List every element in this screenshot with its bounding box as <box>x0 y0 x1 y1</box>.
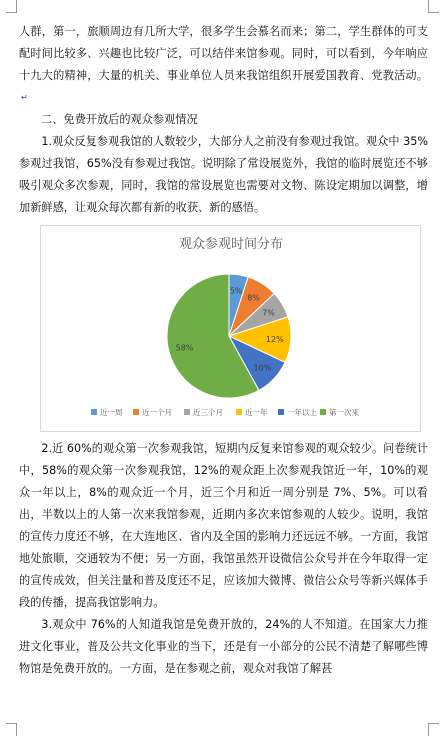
legend-label: 近一周 <box>100 408 123 417</box>
legend-swatch <box>91 409 97 415</box>
legend-label: 近一年 <box>245 408 268 417</box>
legend-swatch <box>320 409 326 415</box>
paragraph-1 <box>19 21 428 109</box>
legend-label: 第一次来 <box>329 408 359 417</box>
paragraph-3: 2.近 60%的观众第一次参观我馆，短期内反复来馆参观的观众较少。问卷统计中，58%的观众第一次参观我馆，12%的观众距上次参观我馆近一年，10%的观众一年以上，8%的观众近一个月，近三个月和近一周分别是 7%、5%。可以看出，半数以上的人第一次来我馆参观，近期内多次来馆参观的人较少。说明，我馆的宣传力度还不够，在大连地区、省内及全国的影响力还远远不够。一方面，我馆地处旅顺，交通较为不便；另一方面，我馆虽然开设微信公众号并在今年取得一定的宣传成效，但关注量和普及度还不足，应该加大微博、微信公众号等新兴媒体手段的传播，提高我馆影响力。 <box>19 442 428 609</box>
legend-label: 近一个月 <box>142 408 172 417</box>
pie-chart-svg <box>41 226 422 433</box>
crop-mark-top-left <box>6 0 17 13</box>
section-heading: 二、免费开放后的观众参观情况 <box>41 113 198 126</box>
crop-mark-top-right <box>428 0 439 13</box>
slice-label: 10% <box>253 363 272 373</box>
slice-label: 12% <box>265 334 284 344</box>
paragraph-1-text: 人群，第一，旅顺周边有几所大学，很多学生会慕名而来；第二，学生群体的可支配时间比较多、兴趣也比较广泛，可以结伴来馆参观。同时，可以看到，今年响应十九大的精神，大量的机关、事业单位人员来我馆组织开展爱国教育、党教活动。 <box>19 25 428 82</box>
slice-label: 58% <box>175 343 194 353</box>
slice-label: 5% <box>229 286 243 296</box>
paragraph-4: 3.观众中 76%的人知道我馆是免费开放的，24%的人不知道。在国家大力推进文化事业，普及公共文化事业的当下，还是有一小部分的公民不清楚了解哪些博物馆是免费开放的。一方面，是在参观之前，观众对我馆了解甚 <box>19 618 428 675</box>
paragraph-mark-icon: ↵ <box>21 93 28 102</box>
legend-swatch <box>133 409 139 415</box>
document-page <box>19 21 428 680</box>
legend-label: 近三个月 <box>193 408 223 417</box>
chart-title: 观众参观时间分布 <box>178 237 284 252</box>
pie-chart <box>40 225 421 432</box>
slice-label: 7% <box>262 308 275 318</box>
legend-swatch <box>278 409 284 415</box>
crop-mark-bottom-right <box>428 723 439 736</box>
paragraph-2: 1.观众反复参观我馆的人数较少，大部分人之前没有参观过我馆。观众中 35%参观过我馆，65%没有参观过我馆。说明除了常设展览外，我馆的临时展览还不够吸引观众多次参观，同时，我馆的常设展览也需要对文物、陈设定期加以调整，增加新鲜感，让观众每次都有新的收获、新的感悟。 <box>19 135 428 214</box>
slice-label: 8% <box>247 293 260 303</box>
legend-label: 一年以上 <box>287 408 317 417</box>
legend-swatch <box>236 409 242 415</box>
legend-swatch <box>184 409 190 415</box>
crop-mark-bottom-left <box>6 723 17 736</box>
